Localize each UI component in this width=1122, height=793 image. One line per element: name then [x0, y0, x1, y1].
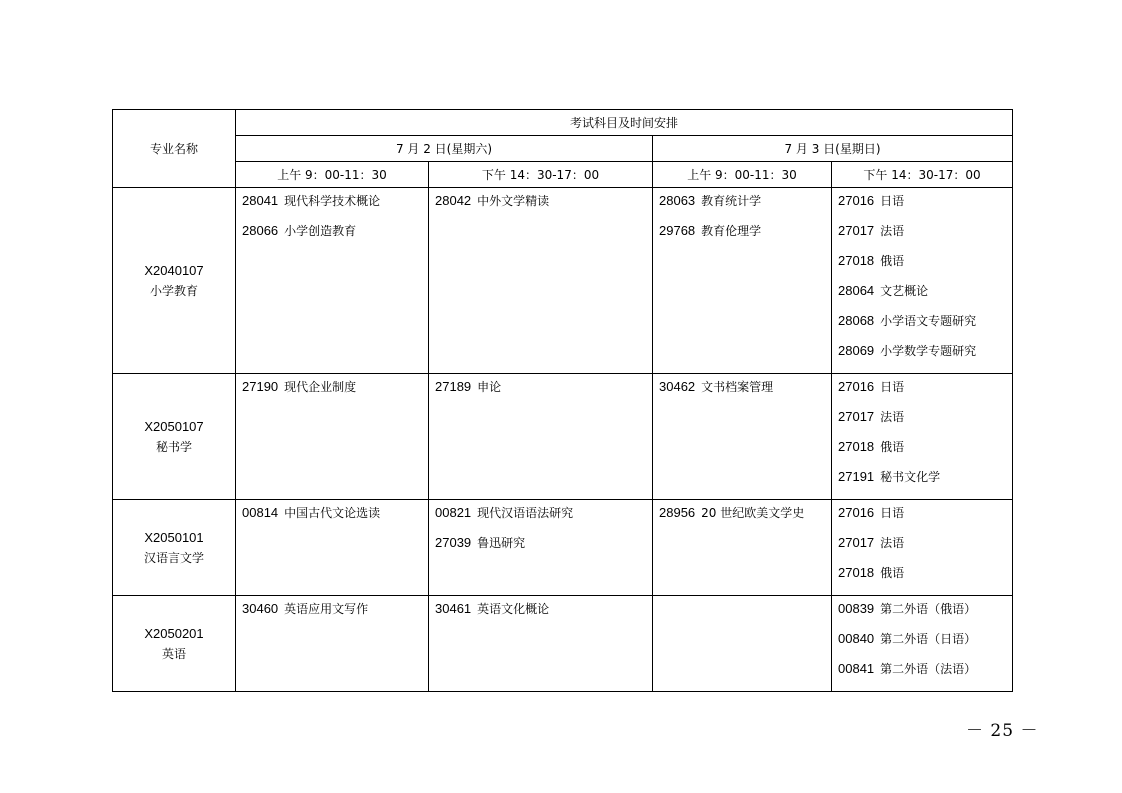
course-code: 00840 [838, 631, 875, 646]
major-cell [113, 596, 236, 692]
course-entry [242, 191, 422, 221]
course-name: 俄语 [880, 566, 905, 580]
course-code: 27039 [435, 535, 472, 550]
course-name: 教育伦理学 [701, 224, 762, 238]
course-code: 27018 [838, 439, 875, 454]
session-header: 上午 9：00-11：30 [653, 162, 832, 188]
course-entry [659, 221, 825, 251]
schedule-cell [653, 188, 832, 374]
course-entry [435, 191, 646, 221]
course-name: 中国古代文论选读 [284, 506, 381, 520]
course-name: 法语 [880, 224, 905, 238]
course-entry [838, 191, 1006, 221]
schedule-cell [429, 596, 653, 692]
course-entry [838, 599, 1006, 629]
course-entry [838, 467, 1006, 497]
course-entry [435, 599, 646, 629]
course-code: 27191 [838, 469, 875, 484]
table-body [113, 188, 1013, 692]
schedule-cell [653, 374, 832, 500]
course-name: 日语 [880, 506, 905, 520]
course-name: 法语 [880, 536, 905, 550]
course-entry [435, 503, 646, 533]
major-name: 小学教育 [149, 283, 198, 298]
course-name: 申论 [477, 380, 502, 394]
course-entry [659, 503, 825, 533]
session-header: 下午 14：30-17：00 [429, 162, 653, 188]
course-code: 27017 [838, 409, 875, 424]
day-header-1: 7 月 2 日(星期六) [236, 136, 653, 162]
course-name: 俄语 [880, 254, 905, 268]
course-code: 29768 [659, 223, 696, 238]
course-code: 00821 [435, 505, 472, 520]
course-entry [838, 311, 1006, 341]
schedule-cell [832, 596, 1013, 692]
major-cell [113, 500, 236, 596]
course-name: 小学创造教育 [284, 224, 357, 238]
course-entry [838, 221, 1006, 251]
course-code: 30461 [435, 601, 472, 616]
course-code: 00841 [838, 661, 875, 676]
major-code: X2050107 [144, 418, 204, 434]
schedule-cell [429, 500, 653, 596]
major-code: X2040107 [144, 262, 204, 278]
course-entry [838, 407, 1006, 437]
course-code: 27189 [435, 379, 472, 394]
course-code: 27018 [838, 565, 875, 580]
course-entry [242, 221, 422, 251]
table-row [113, 596, 1013, 692]
schedule-cell [832, 500, 1013, 596]
table-header [113, 110, 1013, 188]
course-entry [838, 659, 1006, 689]
course-code: 00814 [242, 505, 279, 520]
course-name: 现代企业制度 [284, 380, 357, 394]
course-entry [838, 251, 1006, 281]
course-code: 27016 [838, 193, 875, 208]
course-name: 中外文学精读 [477, 194, 550, 208]
course-code: 28063 [659, 193, 696, 208]
course-entry [838, 629, 1006, 659]
course-code: 27017 [838, 223, 875, 238]
course-entry [435, 533, 646, 563]
course-name: 英语文化概论 [477, 602, 550, 616]
course-name: 文艺概论 [880, 284, 929, 298]
course-entry [838, 437, 1006, 467]
course-code: 28956 [659, 505, 696, 520]
course-name: 小学数学专题研究 [880, 344, 977, 358]
course-name: 教育统计学 [701, 194, 762, 208]
schedule-cell [236, 188, 429, 374]
course-code: 27016 [838, 379, 875, 394]
course-name: 文书档案管理 [701, 380, 774, 394]
course-name: 秘书文化学 [880, 470, 941, 484]
session-header: 上午 9：00-11：30 [236, 162, 429, 188]
course-code: 30460 [242, 601, 279, 616]
major-name: 汉语言文学 [143, 550, 204, 565]
schedule-cell [429, 188, 653, 374]
course-entry [838, 563, 1006, 593]
course-entry [838, 503, 1006, 533]
course-name: 日语 [880, 194, 905, 208]
major-cell [113, 188, 236, 374]
course-entry [659, 377, 825, 407]
course-name: 第二外语（俄语） [880, 602, 977, 616]
course-code: 27016 [838, 505, 875, 520]
course-name: 法语 [880, 410, 905, 424]
table-row [113, 188, 1013, 374]
major-column-header: 专业名称 [113, 110, 236, 188]
major-code: X2050201 [144, 625, 204, 641]
schedule-header: 考试科目及时间安排 [236, 110, 1013, 136]
schedule-cell [429, 374, 653, 500]
day-header-2: 7 月 3 日(星期日) [653, 136, 1013, 162]
course-name: 英语应用文写作 [284, 602, 369, 616]
schedule-cell [832, 374, 1013, 500]
course-entry [838, 377, 1006, 407]
course-entry [242, 503, 422, 533]
page-number: － 25 － [966, 721, 1039, 741]
course-entry [838, 533, 1006, 563]
course-code: 27190 [242, 379, 279, 394]
course-name: 俄语 [880, 440, 905, 454]
table-row [113, 374, 1013, 500]
session-header: 下午 14：30-17：00 [832, 162, 1013, 188]
course-entry [838, 281, 1006, 311]
schedule-cell [236, 374, 429, 500]
course-code: 28041 [242, 193, 279, 208]
course-name: 日语 [880, 380, 905, 394]
major-cell [113, 374, 236, 500]
course-code: 28042 [435, 193, 472, 208]
course-code: 28069 [838, 343, 875, 358]
course-code: 00839 [838, 601, 875, 616]
schedule-cell [236, 500, 429, 596]
course-entry [242, 377, 422, 407]
course-name: 现代汉语语法研究 [477, 506, 574, 520]
course-entry [242, 599, 422, 629]
course-name: 第二外语（法语） [880, 662, 977, 676]
exam-schedule-table [112, 109, 1013, 692]
course-name: 现代科学技术概论 [284, 194, 381, 208]
schedule-cell [236, 596, 429, 692]
course-entry [435, 377, 646, 407]
course-name: 第二外语（日语） [880, 632, 977, 646]
course-code: 27018 [838, 253, 875, 268]
major-code: X2050101 [144, 529, 204, 545]
course-code: 28066 [242, 223, 279, 238]
table-row [113, 500, 1013, 596]
course-name: 小学语文专题研究 [880, 314, 977, 328]
course-name: 鲁迅研究 [477, 536, 526, 550]
course-code: 28068 [838, 313, 875, 328]
course-code: 30462 [659, 379, 696, 394]
course-code: 28064 [838, 283, 875, 298]
course-entry [838, 341, 1006, 371]
schedule-cell [653, 500, 832, 596]
course-name: 20 世纪欧美文学史 [701, 506, 805, 520]
major-name: 英语 [161, 646, 186, 661]
schedule-cell [653, 596, 832, 692]
course-code: 27017 [838, 535, 875, 550]
course-entry [659, 191, 825, 221]
major-name: 秘书学 [155, 439, 192, 454]
schedule-cell [832, 188, 1013, 374]
